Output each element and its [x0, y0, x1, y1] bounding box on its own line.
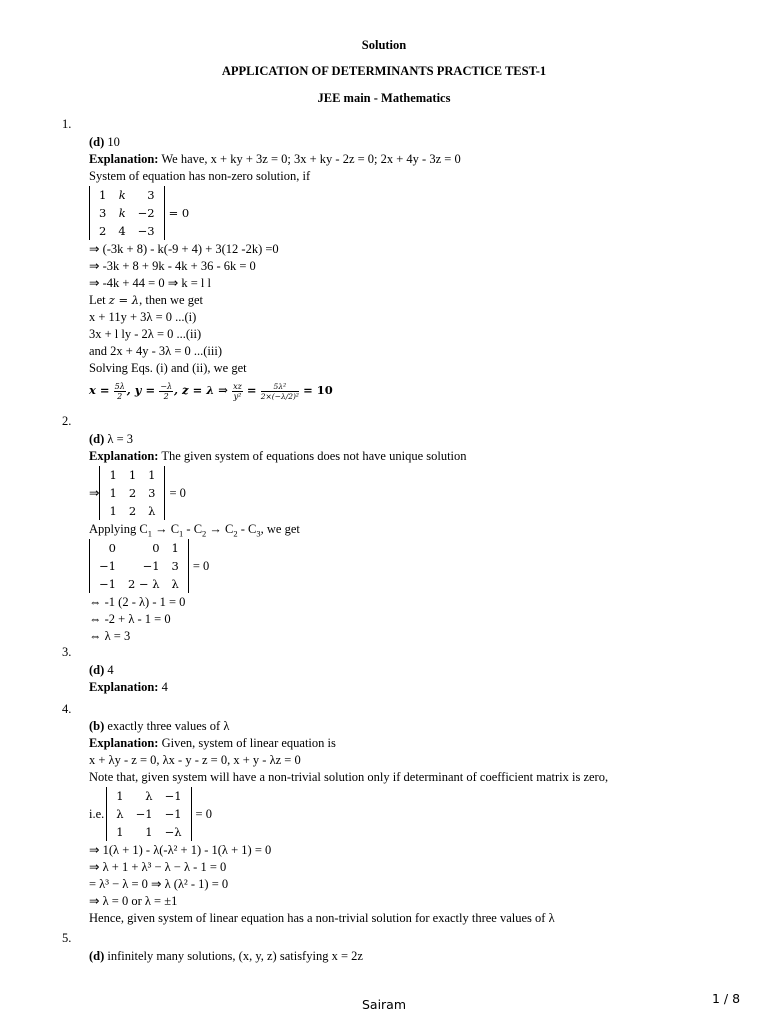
- question-1-solution: [89, 134, 749, 403]
- explanation-line: [89, 151, 749, 168]
- det-cell: 0: [108, 541, 116, 555]
- step-line: ⇒ -4k + 44 = 0 ⇒ k = l l: [89, 276, 211, 290]
- text-fragment: - C: [183, 522, 203, 536]
- answer-line: [89, 134, 749, 151]
- answer-text: infinitely many solutions, (x, y, z) satisfying x = 2z: [104, 949, 363, 963]
- question-number-2: 2.: [62, 414, 72, 428]
- det-cell: 1: [116, 789, 124, 803]
- det-cell: 1: [148, 468, 156, 482]
- det-cell: 1: [171, 541, 179, 555]
- math-fragment: , y =: [126, 383, 156, 397]
- explanation-label: Explanation:: [89, 449, 159, 463]
- fraction: [232, 382, 243, 401]
- question-3-solution: [89, 662, 749, 696]
- fraction: [159, 382, 173, 401]
- det-cell: 4: [118, 224, 126, 238]
- explanation-label: Explanation:: [89, 680, 159, 694]
- text-line: Note that, given system will have a non-trivial solution only if determinant of coefficient matrix is zero,: [89, 770, 609, 784]
- det-cell: 1: [116, 825, 124, 839]
- math-fragment: , z = λ ⇒: [174, 383, 228, 397]
- answer-text: 4: [104, 663, 114, 677]
- text-fragment: , then we get: [139, 293, 203, 307]
- doc-subtitle: APPLICATION OF DETERMINANTS PRACTICE TEST-1: [221, 64, 547, 78]
- determinant-equation: [89, 786, 749, 842]
- ie-label: i.e.: [89, 806, 105, 821]
- answer-line: [89, 718, 749, 735]
- text-fragment: → C: [151, 522, 180, 536]
- det-cell: 1: [109, 468, 117, 482]
- fraction-num: −λ: [160, 381, 173, 391]
- explanation-text: Given, system of linear equation is: [158, 736, 336, 750]
- det-cell: −2: [137, 206, 155, 220]
- equation-line: x + 11y + 3λ = 0 ...(i): [89, 310, 197, 324]
- step-line: ⇒ 1(λ + 1) - λ(-λ² + 1) - 1(λ + 1) = 0: [89, 843, 272, 857]
- det-cell: −3: [137, 224, 155, 238]
- determinant: [106, 787, 191, 841]
- answer-line: [89, 948, 749, 965]
- explanation-text: We have, x + ky + 3z = 0; 3x + ky - 2z = 0; 2x + 4y - 3z = 0: [158, 152, 461, 166]
- explanation-line: [89, 735, 749, 752]
- det-cell: −1: [164, 789, 182, 803]
- det-cell: −λ: [164, 825, 182, 839]
- determinant: [99, 466, 165, 520]
- equals-zero: = 0: [169, 485, 186, 500]
- det-cell: 2: [99, 224, 107, 238]
- fraction-den: y²: [233, 391, 242, 401]
- step-line: ⇒ -3k + 8 + 9k - 4k + 36 - 6k = 0: [89, 259, 256, 273]
- page-indicator: 1 / 8: [712, 991, 741, 1006]
- fraction-den: 2: [117, 391, 123, 401]
- subscript: 2: [233, 528, 238, 539]
- math-fragment: = 10: [303, 383, 333, 397]
- det-cell: λ: [148, 504, 156, 518]
- answer-key: (d): [89, 949, 105, 963]
- det-cell: 1: [145, 825, 153, 839]
- question-4-solution: [89, 718, 749, 927]
- det-cell: −1: [99, 559, 116, 573]
- footer-author: Sairam: [361, 997, 407, 1012]
- equation-line: and 2x + 4y - 3λ = 0 ...(iii): [89, 344, 222, 358]
- det-cell: 3: [171, 559, 179, 573]
- math-fragment: x =: [89, 383, 110, 397]
- det-cell: 2: [128, 486, 137, 500]
- answer-line: [89, 662, 749, 679]
- text-fragment: , we get: [260, 522, 300, 536]
- det-cell: 1: [109, 504, 117, 518]
- text-fragment: Let: [89, 293, 109, 307]
- subscript: 2: [202, 528, 207, 539]
- fraction-num: xz: [233, 381, 242, 391]
- subscript: 3: [256, 528, 261, 539]
- det-cell: λ: [145, 789, 153, 803]
- step-line: [89, 292, 749, 309]
- step-line: ⇒ λ + 1 + λ³ − λ − λ - 1 = 0: [89, 860, 227, 874]
- det-cell: −1: [164, 807, 182, 821]
- formula-line: [89, 377, 749, 403]
- conclusion-line: Hence, given system of linear equation has a non-trivial solution for exactly three values of λ: [89, 911, 555, 925]
- det-cell: 0: [152, 541, 160, 555]
- step-line: ⇔ -1 (2 - λ) - 1 = 0: [89, 595, 186, 609]
- det-cell: 3: [147, 188, 155, 202]
- answer-key: (d): [89, 432, 105, 446]
- math-fragment: =: [246, 383, 257, 397]
- step-line: ⇔ -2 + λ - 1 = 0: [89, 612, 171, 626]
- operation-line: [89, 521, 749, 538]
- doc-title: Solution: [361, 38, 407, 52]
- det-cell: k: [118, 188, 126, 202]
- explanation-text: 4: [158, 680, 168, 694]
- explanation-text: The given system of equations does not have unique solution: [158, 449, 467, 463]
- question-2-solution: [89, 431, 749, 645]
- subscript: 1: [179, 528, 184, 539]
- question-number-4: 4.: [62, 702, 72, 716]
- explanation-label: Explanation:: [89, 152, 159, 166]
- subscript: 1: [147, 528, 152, 539]
- det-cell: λ: [171, 577, 179, 591]
- answer-text: λ = 3: [104, 432, 134, 446]
- fraction-den: 2: [163, 391, 169, 401]
- answer-key: (d): [89, 663, 105, 677]
- question-number-3: 3.: [62, 645, 72, 659]
- equals-zero: = 0: [168, 206, 190, 220]
- det-cell: −1: [99, 577, 116, 591]
- answer-text: exactly three values of λ: [104, 719, 230, 733]
- answer-key: (d): [89, 135, 105, 149]
- step-line: ⇔ λ = 3: [89, 629, 131, 643]
- det-cell: −1: [135, 807, 153, 821]
- step-line: ⇒ λ = 0 or λ = ±1: [89, 894, 178, 908]
- explanation-line: [89, 679, 749, 696]
- answer-key: (b): [89, 719, 105, 733]
- text-fragment: → C: [206, 522, 234, 536]
- fraction-den: 2×(−λ/2)²: [260, 391, 299, 401]
- det-cell: 1: [128, 468, 137, 482]
- step-line: ⇒ (-3k + 8) - k(-9 + 4) + 3(12 -2k) =0: [89, 242, 279, 256]
- fraction-num: 5λ²: [261, 382, 299, 392]
- determinant: [89, 539, 189, 593]
- text-fragment: Applying C: [89, 522, 148, 536]
- equals-zero: = 0: [195, 806, 212, 821]
- det-cell: −1: [142, 559, 160, 573]
- determinant-equation: [89, 185, 749, 241]
- explanation-line: [89, 448, 749, 465]
- text-fragment: - C: [237, 522, 257, 536]
- question-number-5: 5.: [62, 931, 72, 945]
- answer-line: [89, 431, 749, 448]
- question-5-solution: [89, 948, 749, 965]
- doc-course: JEE main - Mathematics: [317, 91, 451, 105]
- det-cell: 3: [148, 486, 156, 500]
- implies-arrow: ⇒: [89, 486, 100, 500]
- det-cell: 3: [99, 206, 107, 220]
- determinant-equation: [89, 465, 749, 521]
- determinant-equation: [89, 538, 749, 594]
- text-line: Solving Eqs. (i) and (ii), we get: [89, 361, 247, 375]
- det-cell: 2 − λ: [127, 577, 160, 591]
- answer-text: 10: [104, 135, 120, 149]
- det-cell: k: [118, 206, 126, 220]
- equals-zero: = 0: [192, 558, 210, 573]
- determinant: [89, 186, 165, 240]
- det-cell: λ: [116, 807, 124, 821]
- fraction-num: 5λ: [114, 381, 125, 391]
- equation-line: 3x + l ly - 2λ = 0 ...(ii): [89, 327, 202, 341]
- math-fragment: z = λ: [108, 293, 140, 307]
- det-cell: 1: [109, 486, 117, 500]
- fraction: [114, 382, 126, 401]
- det-cell: 1: [99, 188, 107, 202]
- step-line: = λ³ − λ = 0 ⇒ λ (λ² - 1) = 0: [89, 877, 229, 891]
- text-line: System of equation has non-zero solution, if: [89, 169, 311, 183]
- det-cell: 2: [128, 504, 137, 518]
- question-number-1: 1.: [62, 117, 72, 131]
- fraction: [261, 382, 299, 401]
- explanation-label: Explanation:: [89, 736, 159, 750]
- equation-line: x + λy - z = 0, λx - y - z = 0, x + y - λz = 0: [89, 753, 301, 767]
